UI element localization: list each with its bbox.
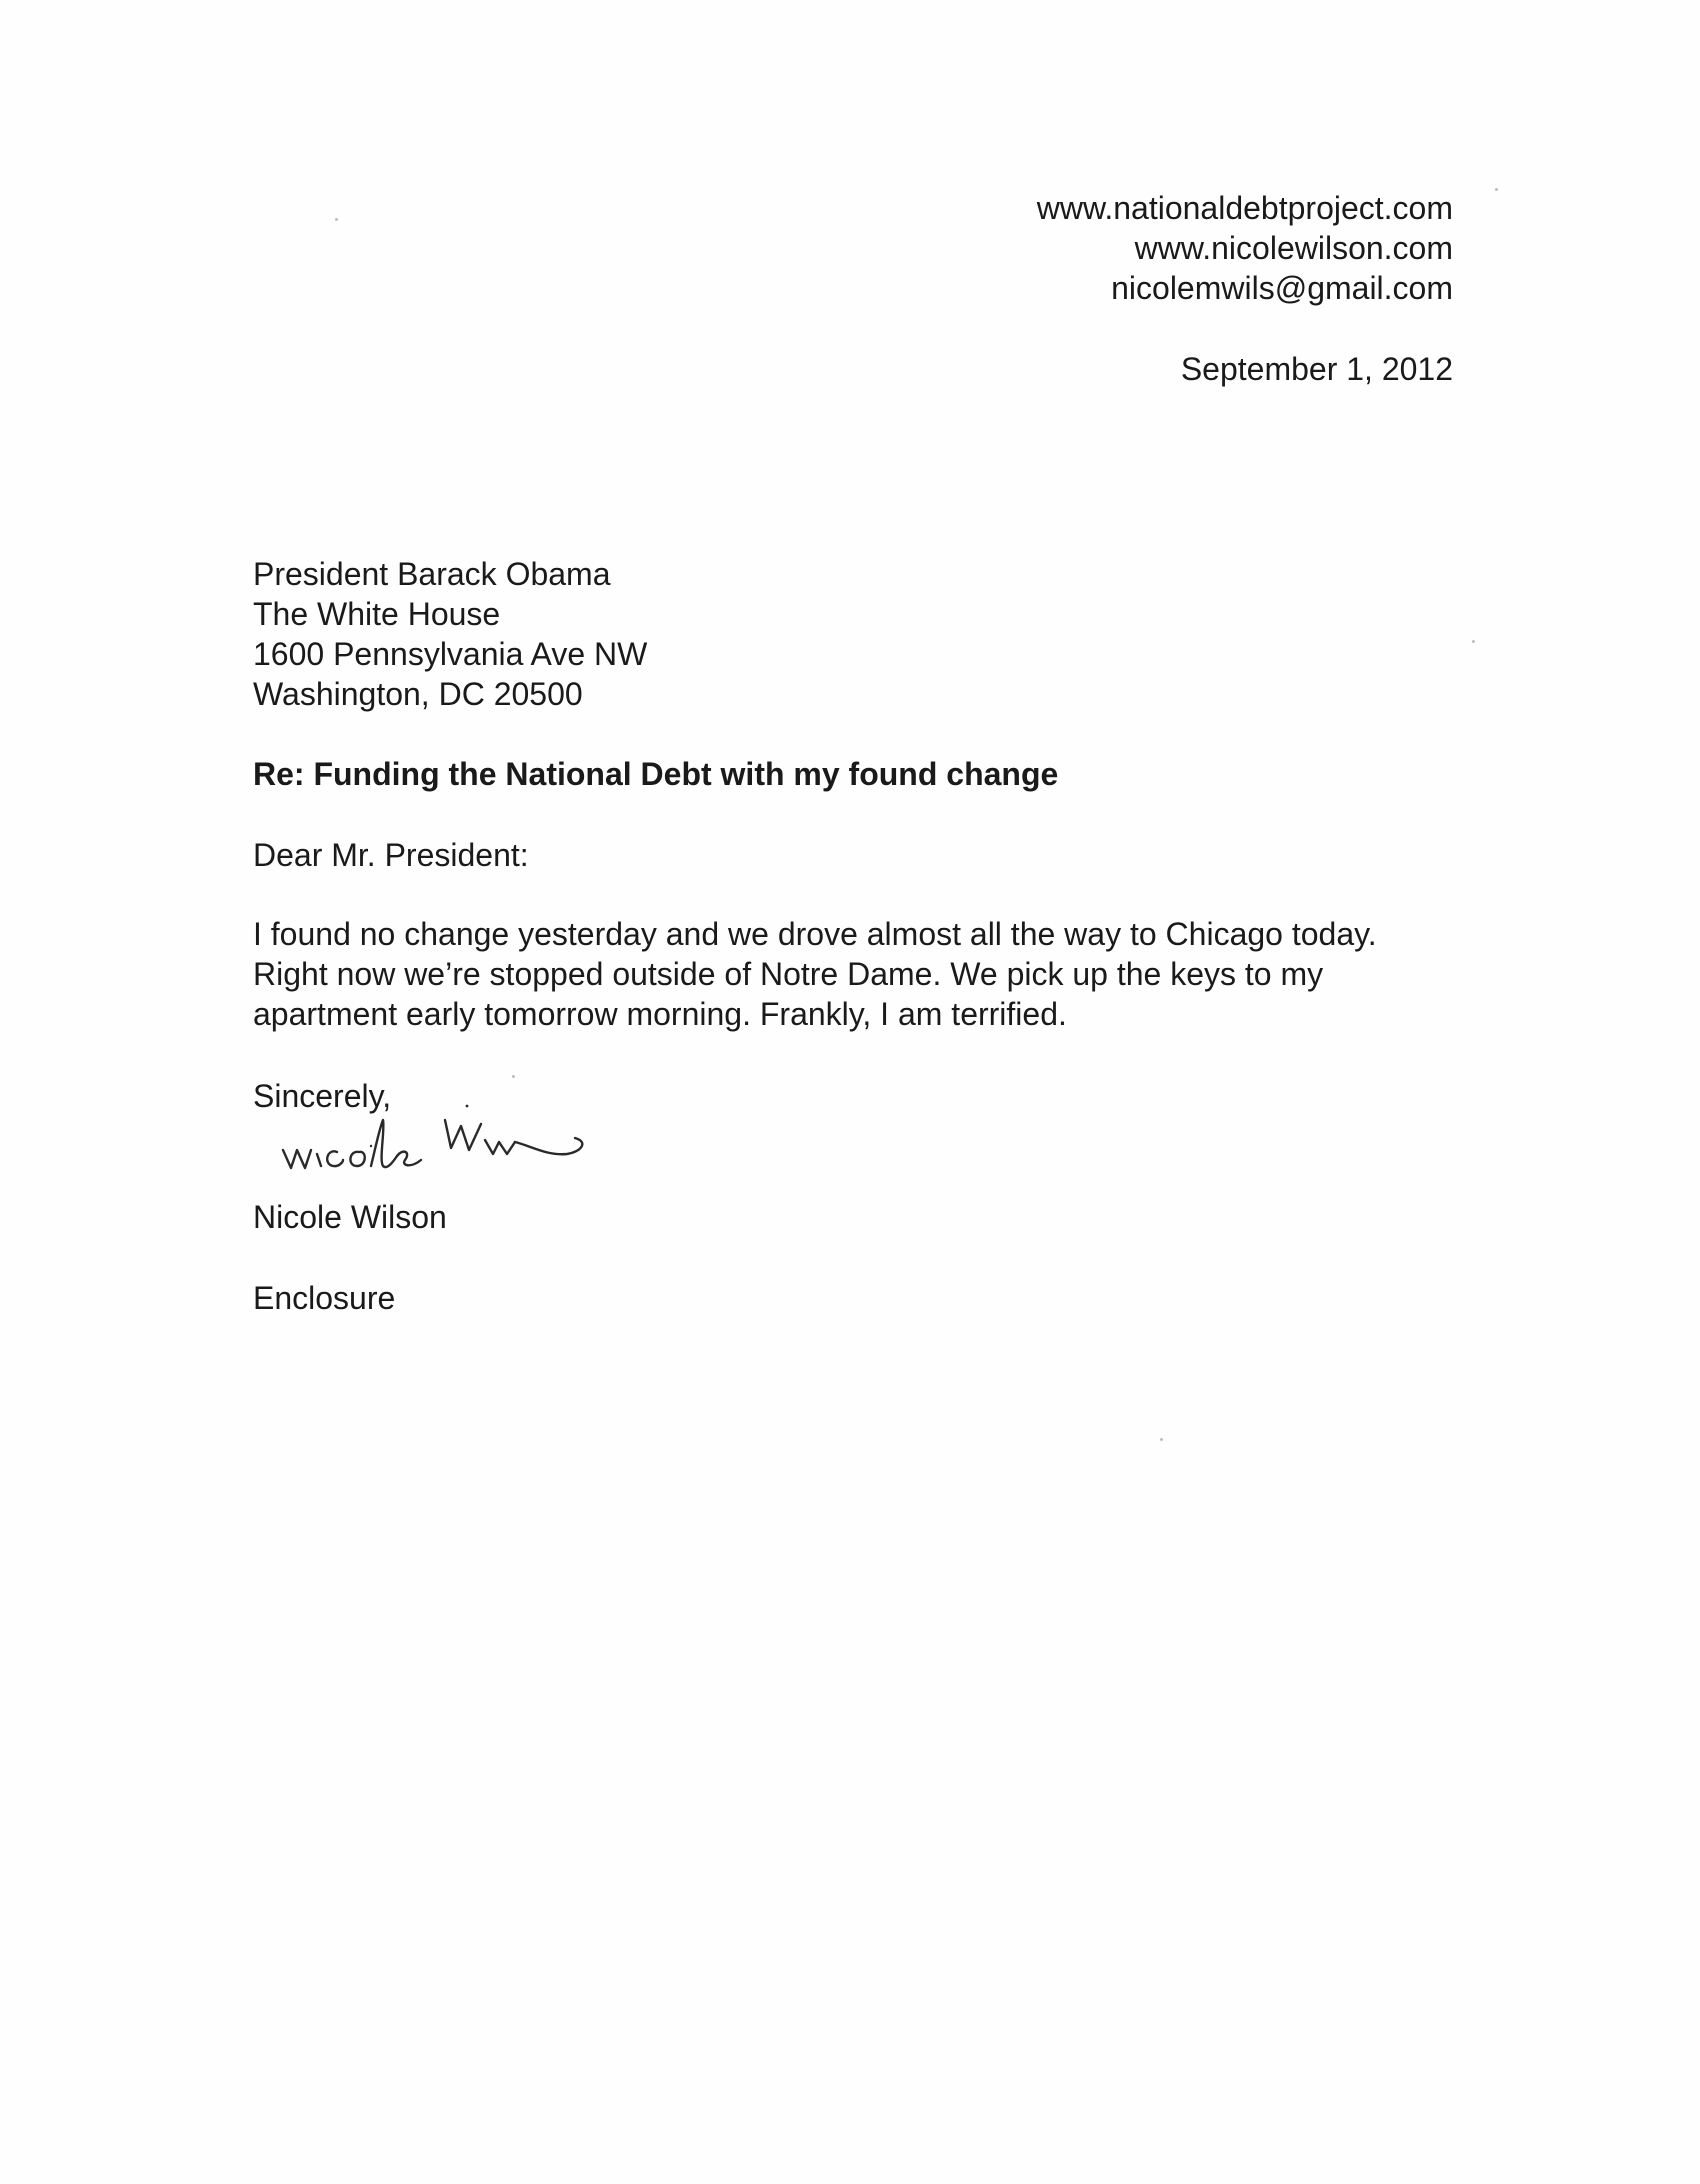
handwritten-signature — [275, 1090, 695, 1200]
scan-speck — [1160, 1438, 1163, 1441]
recipient-address — [253, 554, 647, 714]
subject-line: Re: Funding the National Debt with my found change — [253, 756, 1059, 792]
scan-speck — [335, 218, 338, 221]
recipient-name: President Barack Obama — [253, 556, 611, 592]
salutation: Dear Mr. President: — [253, 837, 529, 873]
body-line: apartment early tomorrow morning. Frankly, I am terrified. — [253, 996, 1067, 1032]
letter-body — [253, 914, 1377, 1034]
sender-email: nicolemwils@gmail.com — [1111, 270, 1453, 306]
recipient-city-zip: Washington, DC 20500 — [253, 676, 583, 712]
closing: Sincerely, — [253, 1078, 392, 1114]
website-project: www.nationaldebtproject.com — [1036, 190, 1453, 226]
scan-speck — [1495, 188, 1498, 191]
website-personal: www.nicolewilson.com — [1134, 230, 1453, 266]
recipient-organization: The White House — [253, 596, 501, 632]
recipient-street: 1600 Pennsylvania Ave NW — [253, 636, 648, 672]
signer-name: Nicole Wilson — [253, 1199, 447, 1235]
body-line: Right now we’re stopped outside of Notre Dame. We pick up the keys to my — [253, 956, 1324, 992]
body-line: I found no change yesterday and we drove almost all the way to Chicago today. — [253, 916, 1377, 952]
scan-speck — [512, 1075, 515, 1078]
scan-speck — [1472, 640, 1475, 643]
enclosure-notation: Enclosure — [253, 1280, 396, 1316]
letter-date: September 1, 2012 — [1180, 351, 1453, 387]
sender-contact-block — [1037, 188, 1453, 308]
